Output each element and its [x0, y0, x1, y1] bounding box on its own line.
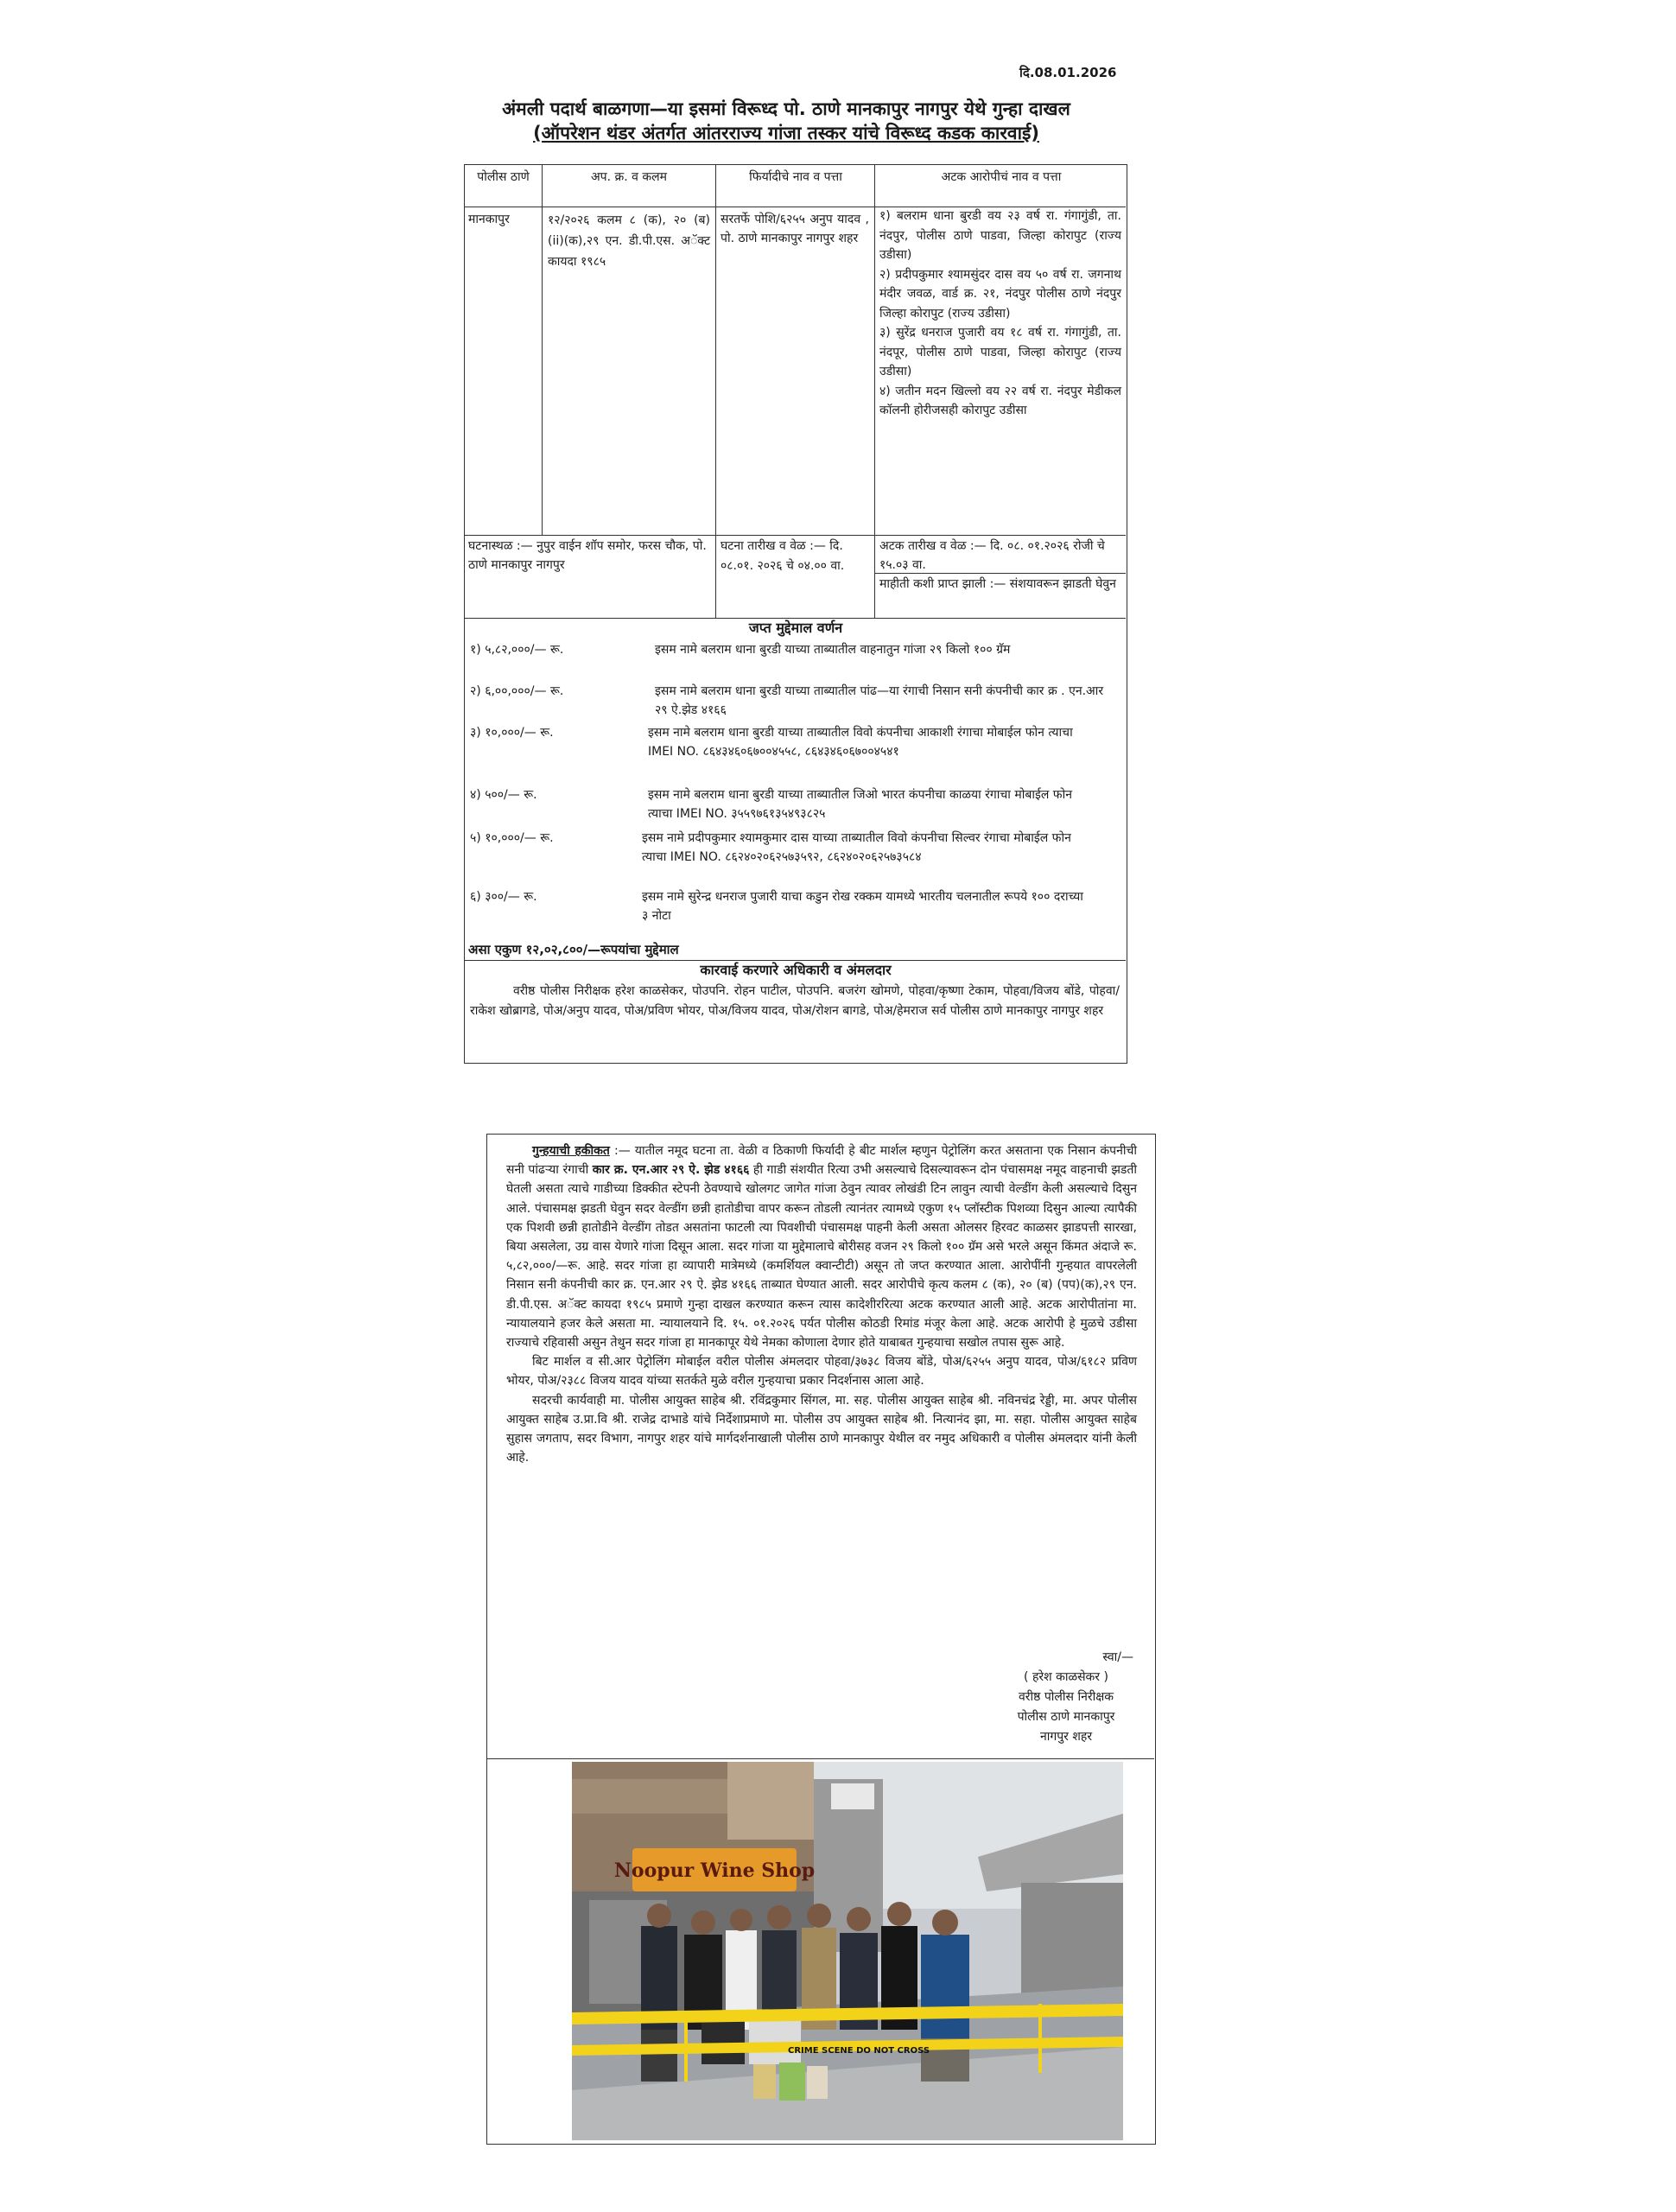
accused-4: ४) जतीन मदन खिल्लो वय २२ वर्ष रा. नंदपुर मेडीकल कॉलनी होरीजसही कोरापुट उडीसा	[879, 384, 1121, 417]
signature-mark: स्वा/—	[1102, 1650, 1133, 1664]
shop-sign-text: Noopur Wine Shop	[613, 1859, 816, 1882]
case-facts	[506, 1141, 1137, 1467]
seized-description: इसम नामे बलराम धाना बुरडी याच्या ताब्यातील विवो कंपनीचा आकाशी रंगाचा मोबाईल फोन त्याचा IMEI NO. ८६४३४६०६७००४५५८, ८६४३४६०६७००४५४१	[648, 726, 1073, 759]
tape-text: CRIME SCENE DO NOT CROSS	[788, 2046, 930, 2056]
case-value: १२/२०२६ कलम ८ (क), २० (ब) (ii)(क),२९ एन. डी.पी.एस. अॅक्ट कायदा १९८५	[548, 213, 710, 269]
facts-text: ही गाडी संशयीत रित्या उभी असल्याचे दिसल्यावरून दोन पंचासमक्ष नमूद वाहनाची झडती घेतली असता त्याचे गाडीच्या डिक्कीत स्टेपनी ठेवण्याचे खोलगट जागेत गांजा ठेवुन त्यावर लोखंडी टिन लावुन त्याची वेल्डींग केली असल्याचे दिसुन आले. पंचासमक्ष झडती घेवुन सदर वेल्डींग छन्नी हातोडीचा वापर करून तोडली त्यानंतर त्यामध्ये एकुण १५ प्लॉस्टीक पिशव्या दिसुन आल्या त्यापैकी एक पिशवी छन्नी हातोडीने वेल्डींग तोडत असतांना फाटली त्या पिवशीची पंचासमक्ष पाहनी केली असता ओलसर हिरवट काळसर झाडपत्ती सारखा, बिया असलेला, उग्र वास येणारे गांजा दिसून आला. सदर गांजा या मुद्देमालाचे बोरीसह वजन २९ किलो १०० ग्रॅम असे भरले असून किंमत अंदाजे रू. ५,८२,०००/—रू. आहे. सदर गांजा हा व्यापारी मात्रेमध्ये (कमर्शियल क्वान्टीटी) असून तो जप्त करण्यात आला. आरोपींनी गुन्हयात वापरलेली निसान सनी कंपनीची कार क्र. एन.आर २९ ऐ. झेड ४१६६ ताब्यात घेण्यात आली. सदर आरोपीचे कृत्य कलम ८ (क), २० (ब) (पप)(क),२९ एन. डी.पी.एस. अॅक्ट कायदा १९८५ प्रमाणे गुन्हा दाखल करण्यात करून त्यास कादेशीररित्या अटक करण्यात आली आहे. अटक आरोपीतांना मा. न्यायालयाने हजर केले असता मा. न्यायालयाने दि. १५. ०१.२०२६ पर्यत पोलीस कोठडी रिमांड मंजूर केला आहे. अटक आरोपी हे मुळचे उडीसा राज्याचे रहिवासी असुन तेथुन सदर गांजा हा मानकापूर येथे नेमका कोणाला देणार होते याबाबत गुन्हयाचा सखोल तपास सुरू आहे.	[506, 1163, 1137, 1351]
seized-amount: ५) १०,०००/— रू.	[470, 831, 554, 845]
signatory-city: नागपुर शहर	[1039, 1730, 1093, 1744]
accused-3: ३) सुरेंद्र धनराज पुजारी वय १८ वर्ष रा. गंगागुंडी, ता. नंदपूर, पोलीस ठाणे पाडवा, जिल्हा कोरापुट (राज्य उडीसा)	[879, 326, 1121, 378]
officers-list: वरीष्ठ पोलीस निरीक्षक हरेश काळसेकर, पोउपनि. रोहन पाटील, पोउपनि. बजरंग खोमणे, पोहवा/कृष्णा टेकाम, पोहवा/विजय बोंडे, पोहवा/राकेश खोब्रागडे, पोअ/अनुप यादव, पोअ/प्रविण भोयर, पोअ/विजय यादव, पोअ/रोशन बागडे, पोअ/हेमराज सर्व पोलीस ठाणे मानकापुर नागपुर शहर	[470, 984, 1120, 1018]
signatory-station: पोलीस ठाणे मानकापुर	[1017, 1710, 1115, 1724]
facts-paragraph-3: सदरची कार्यवाही मा. पोलीस आयुक्त साहेब श्री. रविंद्रकुमार सिंगल, मा. सह. पोलीस आयुक्त साहेब श्री. नविनचंद्र रेड्डी, मा. अपर पोलीस आयुक्त साहेब उ.प्रा.वि श्री. राजेद्र दाभाडे यांचे निर्देशाप्रमाणे मा. पोलीस उप आयुक्त साहेब श्री. नित्यानंद झा, मा. सहा. पोलीस आयुक्त साहेब सुहास जगताप, सदर विभाग, नागपुर शहर यांचे मार्गदर्शनाखाली पोलीस ठाणे मानकापुर येथील वर नमुद अधिकारी व पोलीस अंमलदार यांनी केली आहे.	[506, 1393, 1137, 1465]
seized-amount: ४) ५००/— रू.	[470, 788, 537, 802]
seized-description: इसम नामे सुरेन्द्र धनराज पुजारी याचा कडुन रोख रक्कम यामध्ये भारतीय चलनातील रूपये १०० दराच्या ३ नोटा	[642, 890, 1083, 923]
case-facts-page	[486, 1134, 1156, 2145]
info-source: माहीती कशी प्राप्त झाली :— संशयावरून झाडती घेवुन	[879, 577, 1116, 591]
document-date: दि.08.01.2026	[1019, 65, 1117, 80]
seized-amount: ३) १०,०००/— रू.	[470, 726, 554, 740]
facts-paragraph-2: बिट मार्शल व सी.आर पेट्रोलिंग मोबाईल वरील पोलीस अंमलदार पोहवा/३७३८ विजय बोंडे, पोअ/६२५५ अनुप यादव, पोअ/६१८२ प्रविण भोयर, पोअ/२३८८ विजय यादव यांच्या सतर्कते मुळे वरील गुन्हयाचा प्रकार निदर्शनास आला आहे.	[506, 1355, 1137, 1389]
title-line-1: अंमली पदार्थ बाळगणा—या इसमां विरूध्द पो. ठाणे मानकापुर नागपुर येथे गुन्हा दाखल	[502, 99, 1070, 119]
seized-total: असा एकुण १२,०२,८००/—रूपयांचा मुद्देमाल	[468, 942, 679, 957]
header-case: अप. क्र. व कलम	[590, 170, 668, 184]
header-accused: अटक आरोपीचं नाव व पत्ता	[941, 170, 1062, 184]
accused-2: २) प्रदीपकुमार श्यामसुंदर दास वय ५० वर्ष रा. जगनाथ मंदीर जवळ, वार्ड क्र. २१, नंदपुर पोलीस ठाणे नंदपुर जिल्हा कोरापुट (राज्य उडीसा)	[879, 267, 1121, 321]
seized-description: इसम नामे बलराम धाना बुरडी याच्या ताब्यातील वाहनातुन गांजा २९ किलो १०० ग्रॅम	[655, 643, 1011, 657]
document-title	[449, 97, 1123, 145]
station-value: मानकापुर	[468, 213, 510, 226]
officers-title: कारवाई करणारे अधिकारी व अंमलदार	[700, 962, 892, 978]
title-line-2: (ऑपरेशन थंडर अंतर्गत आंतरराज्य गांजा तस्कर यांचे विरूध्द कडक कारवाई)	[533, 123, 1039, 143]
seized-description: इसम नामे प्रदीपकुमार श्यामकुमार दास याच्या ताब्यातील विवो कंपनीचा सिल्वर रंगाचा मोबाईल फोन त्याचा IMEI NO. ८६२४०२०६२५७३५९२, ८६२४०२०६२५७३५८४	[642, 831, 1071, 864]
facts-lead: गुन्हयाची हकीकत	[532, 1144, 610, 1158]
signature-block	[980, 1648, 1152, 1747]
seized-description: इसम नामे बलराम धाना बुरडी याच्या ताब्यातील जिओ भारत कंपनीचा काळया रंगाचा मोबाईल फोन त्याचा IMEI NO. ३५५९७६१३५४९३८२५	[648, 788, 1072, 821]
header-station: पोलीस ठाणे	[477, 170, 530, 184]
header-complainant: फिर्यादीचे नाव व पत्ता	[749, 170, 842, 184]
incident-place: घटनास्थळ :— नुपुर वाईन शॉप समोर, फरस चौक, पो. ठाणे मानकापुर नागपुर	[468, 539, 707, 572]
arrest-time: अटक तारीख व वेळ :— दि. ०८. ०१.२०२६ रोजी चे १५.०३ वा.	[879, 539, 1105, 572]
seized-amount: ६) ३००/— रू.	[470, 890, 537, 904]
complainant-value: सरतर्फे पोशि/६२५५ अनुप यादव , पो. ठाणे मानकापुर नागपुर शहर	[721, 213, 869, 245]
fir-summary-table	[464, 164, 1127, 1064]
seized-amount: २) ६,००,०००/— रू.	[470, 684, 564, 698]
signatory-name: ( हरेश काळसेकर )	[1024, 1670, 1108, 1684]
incident-time: घटना तारीख व वेळ :— दि. ०८.०१. २०२६ चे ०४.०० वा.	[721, 539, 845, 573]
seized-amount: १) ५,८२,०००/— रू.	[470, 643, 564, 657]
arrest-photo	[572, 1762, 1123, 2140]
vehicle-number: कार क्र. एन.आर २९ ऐ. झेड ४१६६	[592, 1163, 750, 1178]
facts-paragraph-1	[506, 1141, 1137, 1352]
accused-1: १) बलराम धाना बुरडी वय २३ वर्ष रा. गंगागुंडी, ता. नंदपुर, पोलीस ठाणे पाडवा, जिल्हा कोरापुट (राज्य उडीसा)	[879, 209, 1121, 262]
arrest-photo-illustration	[572, 1762, 1123, 2140]
facts-text: :— यातील नमूद घटना ता. वेळी व ठिकाणी फिर्यादी हे बीट मार्शल म्हणुन पेट्रोलिंग करत असताना एक निसान कंपनीची सनी पांढऱ्या रंगाची	[506, 1144, 1137, 1178]
seized-description: इसम नामे बलराम धाना बुरडी याच्या ताब्यातील पांढ—या रंगाची निसान सनी कंपनीची कार क्र . एन.आर २९ ऐ.झेड ४१६६	[655, 684, 1104, 717]
seized-title: जप्त मुद्देमाल वर्णन	[748, 620, 843, 636]
signatory-designation: वरीष्ठ पोलीस निरीक्षक	[1019, 1690, 1114, 1704]
accused-list	[879, 207, 1121, 421]
